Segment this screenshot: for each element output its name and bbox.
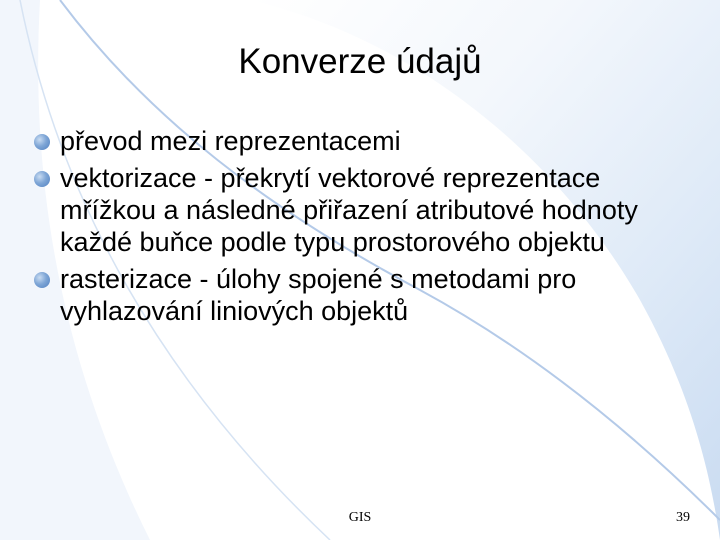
bullet-text: rasterizace - úlohy spojené s metodami pro vyhlazování liniových objektů bbox=[60, 264, 577, 326]
bullet-item bbox=[34, 125, 694, 157]
bullet-text: vektorizace - překrytí vektorové reprezentace mřížkou a následné přiřazení atributové hodnoty každé buňce podle typu prostorového objektu bbox=[60, 163, 638, 257]
bullet-point-icon bbox=[34, 134, 50, 150]
slide-number: 39 bbox=[676, 510, 690, 525]
bullet-point-icon bbox=[34, 171, 50, 187]
bullet-list bbox=[34, 125, 694, 332]
slide-title-text: Konverze údajů bbox=[238, 42, 482, 81]
bullet-item bbox=[34, 263, 694, 327]
bullet-point-icon bbox=[34, 272, 50, 288]
bullet-text: převod mezi reprezentacemi bbox=[60, 126, 401, 156]
footer-label: GIS bbox=[348, 510, 372, 525]
bullet-item bbox=[34, 162, 694, 258]
slide-title bbox=[0, 42, 720, 82]
